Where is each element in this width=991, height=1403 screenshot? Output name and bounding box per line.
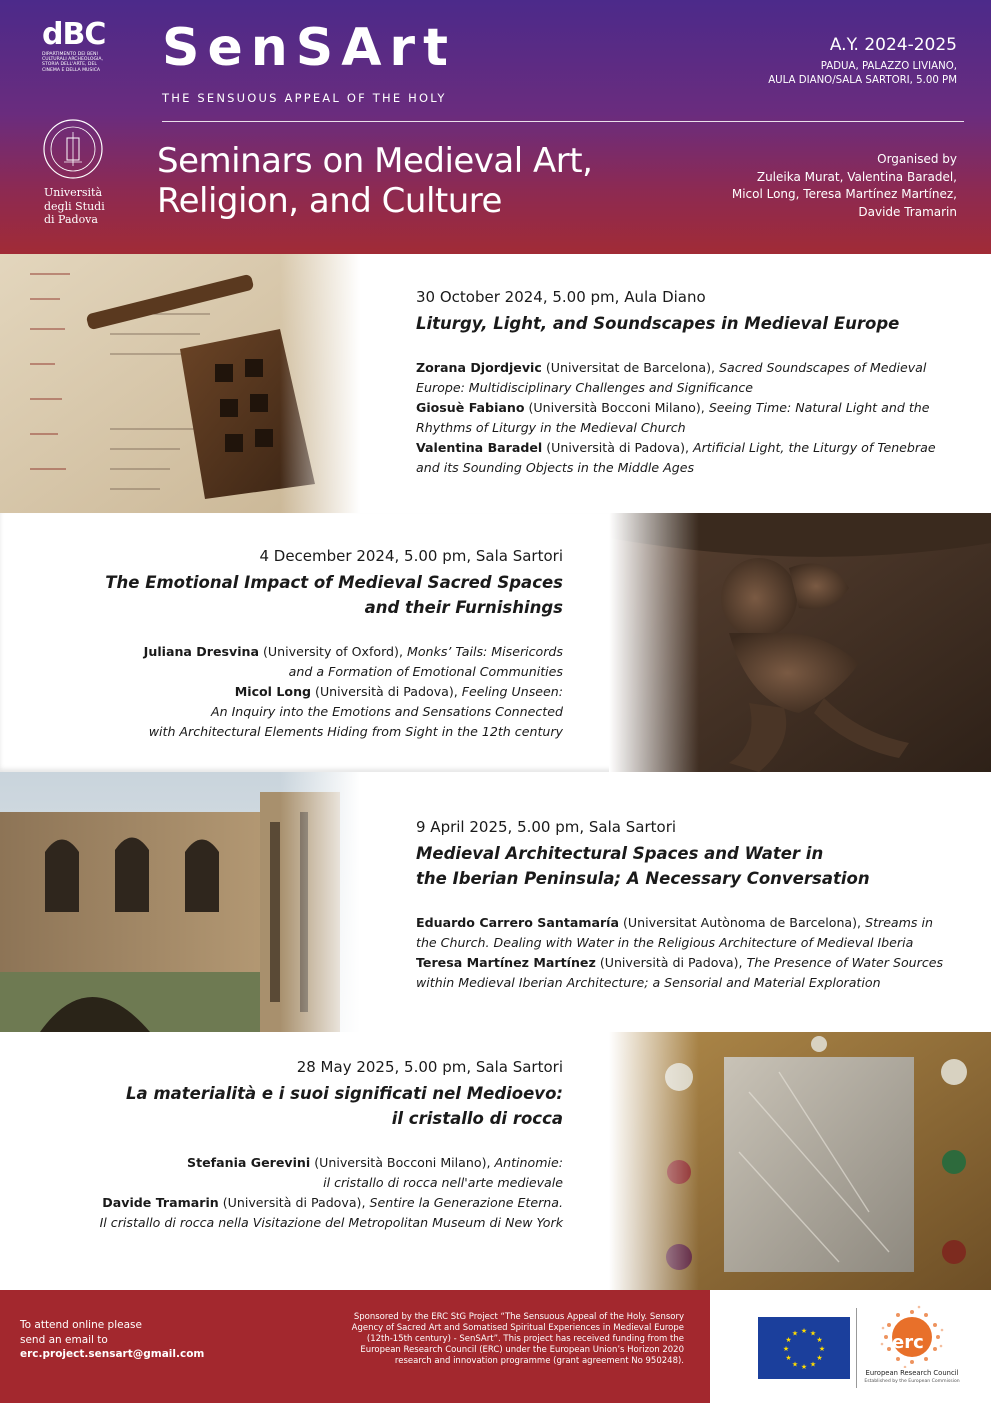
speaker-entry (416, 913, 961, 953)
brand-tagline: THE SENSUOUS APPEAL OF THE HOLY (162, 91, 447, 105)
university-line: di Padova (44, 213, 98, 226)
venue-line: AULA DIANO/SALA SARTORI, 5.00 PM (768, 75, 957, 86)
speaker-affiliation: (University of Oxford), (259, 644, 407, 659)
talk-title-line: within Medieval Iberian Architecture; a Sensorial and Material Exploration (416, 975, 881, 990)
svg-text:★: ★ (785, 1354, 792, 1362)
speaker-affiliation: (Università di Padova), (542, 440, 693, 455)
talk-title-line: Sacred Soundscapes of Medieval (719, 360, 927, 375)
seminar-title-line: The Emotional Impact of Medieval Sacred Spaces (105, 573, 563, 592)
contact-email-link[interactable]: erc.project.sensart@gmail.com (20, 1348, 205, 1360)
speaker-affiliation: (Università Bocconi Milano), (524, 400, 709, 415)
speaker-entry (40, 1193, 563, 1233)
organisers-line: Davide Tramarin (858, 204, 957, 219)
speaker-entry (40, 682, 563, 742)
talk-title-line: Seeing Time: Natural Light and the (708, 400, 930, 415)
speaker-affiliation: (Università Bocconi Milano), (310, 1155, 495, 1170)
title-line: Seminars on Medieval Art, (157, 141, 593, 181)
talk-title-line: Antinomie: (494, 1155, 563, 1170)
speaker-name: Davide Tramarin (102, 1195, 219, 1210)
manuscript-image (0, 254, 360, 513)
attend-line: send an email to (20, 1333, 108, 1346)
logo-divider (856, 1308, 857, 1388)
seminar-title-line: and their Furnishings (364, 598, 563, 617)
cloister-image (0, 772, 360, 1032)
attend-line: To attend online please (20, 1319, 142, 1331)
talk-title-line: Feeling Unseen: (461, 684, 563, 699)
sponsor-line: European Research Council (ERC) under the European Union’s Horizon 2020 (360, 1345, 684, 1355)
speaker-name: Valentina Baradel (416, 440, 543, 455)
svg-text:★: ★ (782, 1345, 790, 1353)
speaker-affiliation: (Universitat Autònoma de Barcelona), (619, 915, 866, 930)
svg-text:★: ★ (809, 1360, 817, 1369)
seminar-section (0, 1032, 991, 1290)
speaker-entry (40, 642, 563, 682)
sponsor-line: research and innovation programme (grant agreement No 950248). (394, 1356, 684, 1366)
speaker-entry (40, 1153, 563, 1193)
title-line: Religion, and Culture (157, 181, 502, 221)
speaker-name: Juliana Dresvina (143, 644, 259, 659)
rock-crystal-image (609, 1032, 991, 1290)
seminar-date: 9 April 2025, 5.00 pm, Sala Sartori (416, 818, 677, 836)
seminar-title-line: Liturgy, Light, and Soundscapes in Medieval Europe (416, 314, 900, 333)
svg-text:★: ★ (791, 1329, 799, 1338)
talk-title-line: Europe: Multidisciplinary Challenges and Significance (416, 380, 754, 395)
speaker-list (416, 358, 961, 478)
seminar-title (40, 570, 563, 620)
speaker-list (40, 642, 563, 742)
seminar-date: 28 May 2025, 5.00 pm, Sala Sartori (296, 1058, 563, 1076)
seminar-section (0, 772, 991, 1032)
misericord-image (609, 513, 991, 772)
academic-year: A.Y. 2024-2025 (829, 35, 957, 55)
svg-text:★: ★ (818, 1345, 826, 1353)
dbc-subtitle: DIPARTIMENTO DEI BENI CULTURALI ARCHEOLOGIA, STORIA DELL'ARTE, DEL CINEMA E DELLA MUSICA (42, 52, 104, 73)
talk-title-line: with Architectural Elements Hiding from Sight in the 12th century (148, 724, 563, 739)
speaker-entry (416, 438, 961, 478)
talk-title-line: Il cristallo di rocca nella Visitazione del Metropolitan Museum di New York (99, 1215, 563, 1230)
speaker-affiliation: (Università di Padova), (218, 1195, 370, 1210)
venue (768, 60, 957, 88)
talk-title-line: Rhythms of Liturgy in the Medieval Church (416, 420, 686, 435)
speaker-name: Eduardo Carrero Santamaría (416, 915, 619, 930)
svg-text:★: ★ (816, 1336, 823, 1344)
organisers-line: Organised by (877, 152, 957, 166)
seminar-text (416, 818, 961, 993)
svg-text:★: ★ (809, 1329, 817, 1338)
talk-title-line: and its Sounding Objects in the Middle Ages (416, 460, 695, 475)
erc-logo (864, 1304, 960, 1394)
svg-text:★: ★ (816, 1354, 823, 1362)
page-title (157, 141, 592, 221)
header-divider (162, 121, 964, 122)
seminar-text (416, 288, 961, 478)
seminar-section (0, 513, 991, 772)
talk-title-line: il cristallo di rocca nell'arte medievale (323, 1175, 563, 1190)
seminar-title (416, 311, 961, 336)
organisers-line: Zuleika Murat, Valentina Baradel, (756, 169, 957, 184)
attend-info (20, 1318, 204, 1362)
erc-wordmark: erc (892, 1332, 924, 1353)
speaker-name: Stefania Gerevini (187, 1155, 311, 1170)
speaker-name: Giosuè Fabiano (416, 400, 525, 415)
svg-text:★: ★ (800, 1327, 808, 1335)
svg-text:★: ★ (791, 1360, 799, 1369)
university-line: degli Studi (44, 199, 105, 213)
seminar-date: 30 October 2024, 5.00 pm, Aula Diano (416, 288, 706, 306)
sponsor-line: Agency of Sacred Art and Somatised Spiritual Experiences in Medieval Europe (351, 1323, 684, 1333)
svg-text:★: ★ (800, 1363, 808, 1371)
seminar-title-line: La materialità e i suoi significati nel Medioevo: (126, 1084, 563, 1103)
talk-title-line: An Inquiry into the Emotions and Sensations Connected (210, 704, 563, 719)
dbc-logo (42, 17, 112, 73)
seminar-date: 4 December 2024, 5.00 pm, Sala Sartori (259, 547, 563, 565)
university-line: Università (44, 186, 102, 199)
speaker-affiliation: (Università di Padova), (311, 684, 462, 699)
footer-panel (0, 1290, 710, 1403)
seminar-title (40, 1081, 563, 1131)
speaker-name: Teresa Martínez Martínez (416, 955, 596, 970)
venue-line: PADUA, PALAZZO LIVIANO, (820, 61, 957, 72)
university-seal-icon (42, 118, 104, 180)
talk-title-line: the Church. Dealing with Water in the Religious Architecture of Medieval Iberia (416, 935, 914, 950)
speaker-name: Micol Long (234, 684, 312, 699)
brand-title: SenSArt (162, 18, 456, 78)
talk-title-line: and a Formation of Emotional Communities (288, 664, 563, 679)
speaker-list (40, 1153, 563, 1233)
organisers (732, 151, 957, 221)
seminar-title-line: il cristallo di rocca (391, 1109, 563, 1128)
speaker-entry (416, 358, 961, 398)
sponsor-line: (12th-15th century) - SenSArt”. This project has received funding from the (366, 1334, 684, 1344)
seminar-title (416, 841, 961, 891)
talk-title-line: Streams in (865, 915, 933, 930)
talk-title-line: Artificial Light, the Liturgy of Tenebrae (693, 440, 936, 455)
speaker-affiliation: (Università di Padova), (595, 955, 747, 970)
footer (0, 1290, 991, 1403)
speaker-list (416, 913, 961, 993)
sponsor-text (318, 1312, 684, 1367)
talk-title-line: Sentire la Generazione Eterna. (369, 1195, 563, 1210)
seminar-title-line: Medieval Architectural Spaces and Water in (416, 844, 824, 863)
talk-title-line: The Presence of Water Sources (746, 955, 944, 970)
speaker-entry (416, 953, 961, 993)
seminar-title-line: the Iberian Peninsula; A Necessary Conversation (416, 869, 870, 888)
talk-title-line: Monks’ Tails: Misericords (406, 644, 563, 659)
organisers-line: Micol Long, Teresa Martínez Martínez, (731, 187, 957, 201)
svg-text:★: ★ (785, 1336, 792, 1344)
speaker-name: Zorana Djordjevic (416, 360, 542, 375)
seminar-text (40, 1058, 563, 1233)
erc-subtitle: Established by the European Commission (864, 1379, 960, 1384)
eu-flag-icon (758, 1317, 850, 1379)
seminar-text (40, 547, 563, 742)
erc-name: European Research Council (865, 1369, 959, 1377)
speaker-entry (416, 398, 961, 438)
header-banner (0, 0, 991, 254)
sponsor-line: Sponsored by the ERC StG Project “The Sensuous Appeal of the Holy. Sensory (353, 1312, 684, 1322)
dbc-mark: dBC (42, 17, 106, 52)
university-name (44, 186, 105, 227)
speaker-affiliation: (Universitat de Barcelona), (541, 360, 719, 375)
seminar-section (0, 254, 991, 513)
